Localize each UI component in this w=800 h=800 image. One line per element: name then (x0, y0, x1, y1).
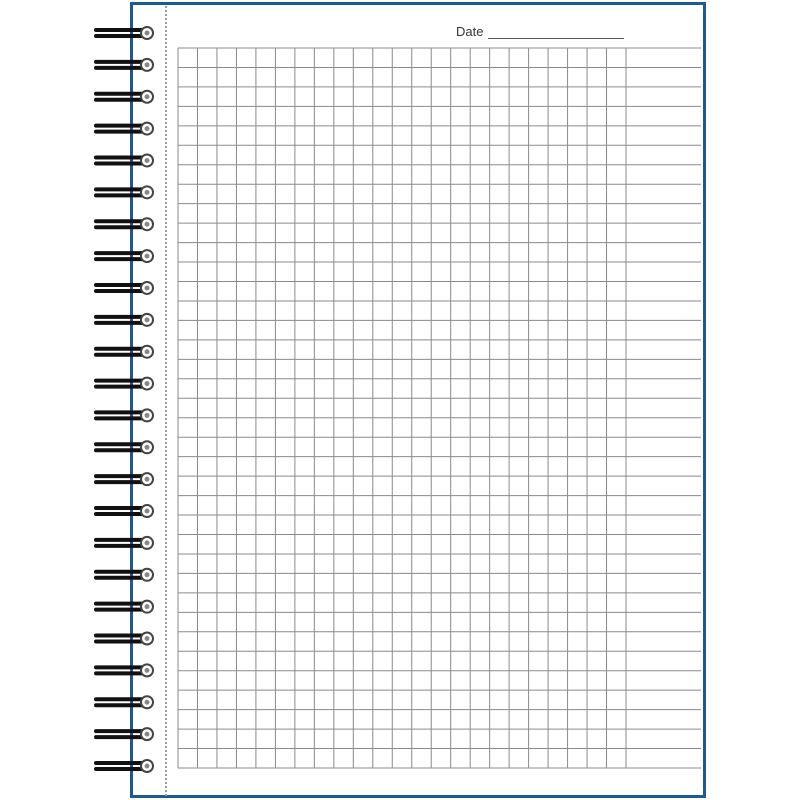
binding-ring (96, 218, 153, 230)
binding-ring (96, 91, 153, 103)
binding-ring (96, 696, 153, 708)
binding-ring (96, 314, 153, 326)
binding-ring (96, 186, 153, 198)
binding-ring (96, 282, 153, 294)
binding-ring (96, 728, 153, 740)
binding-ring (96, 473, 153, 485)
binding-ring (96, 123, 153, 135)
binding-ring (96, 633, 153, 645)
binding-ring (96, 537, 153, 549)
binding-ring (96, 664, 153, 676)
binding-ring (96, 27, 153, 39)
binding-ring (96, 59, 153, 71)
binding-ring (96, 250, 153, 262)
binding-ring (96, 154, 153, 166)
binding-ring (96, 409, 153, 421)
date-label: Date (456, 24, 484, 39)
binding-ring (96, 441, 153, 453)
binding-ring (96, 378, 153, 390)
binding-ring (96, 505, 153, 517)
binding-ring (96, 601, 153, 613)
binding-ring (96, 760, 153, 772)
binding-ring (96, 346, 153, 358)
binding-ring (96, 569, 153, 581)
